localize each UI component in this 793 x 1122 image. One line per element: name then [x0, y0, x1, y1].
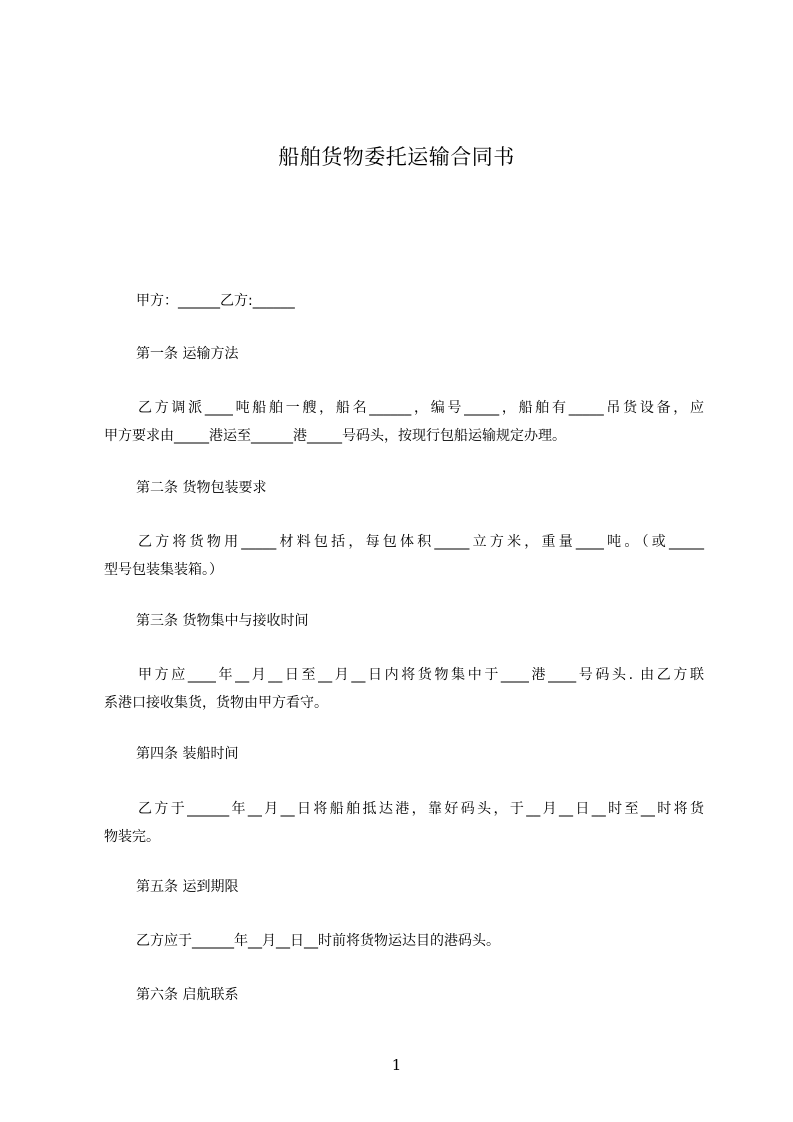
article-4-line-2: 物装完。 — [104, 829, 160, 845]
article-3-line-2: 系港口接收集货，货物由甲方看守。 — [104, 695, 328, 711]
article-2-heading: 第二条 货物包装要求 — [136, 480, 267, 496]
article-4-line-1: 乙方于______年__月__日将船舶抵达港，靠好码头，于__月__日__时至__时将货 — [138, 801, 704, 817]
article-1-heading: 第一条 运输方法 — [136, 346, 239, 362]
article-2-line-2: 型号包装集装箱。） — [104, 562, 223, 578]
article-3-body — [104, 661, 704, 717]
article-3-line-1: 甲方应____年__月__日至__月__日内将货物集中于____港____号码头. 由乙方联 — [138, 667, 704, 683]
article-6-heading: 第六条 启航联系 — [136, 987, 239, 1003]
article-3-heading: 第三条 货物集中与接收时间 — [136, 613, 309, 629]
article-2-body — [104, 528, 704, 584]
article-1-line-1: 乙方调派____吨船舶一艘，船名______，编号_____，船舶有_____吊货设备，应 — [138, 400, 704, 416]
article-2-line-1: 乙方将货物用_____材料包括，每包体积_____立方米，重量____吨。（或_____ — [138, 534, 704, 550]
article-4-body — [104, 795, 704, 851]
page-number: 1 — [391, 1056, 402, 1074]
article-5-line-1: 乙方应于______年__月__日__时前将货物运达目的港码头。 — [136, 933, 500, 949]
parties-line: 甲方：______乙方:______ — [136, 293, 295, 309]
article-4-heading: 第四条 装船时间 — [136, 746, 239, 762]
article-1-line-2: 甲方要求由_____港运至______港_____号码头，按现行包船运输规定办理。 — [104, 428, 566, 444]
document-title: 船舶货物委托运输合同书 — [278, 145, 515, 169]
article-5-heading: 第五条 运到期限 — [136, 879, 239, 895]
article-1-body — [104, 394, 704, 450]
